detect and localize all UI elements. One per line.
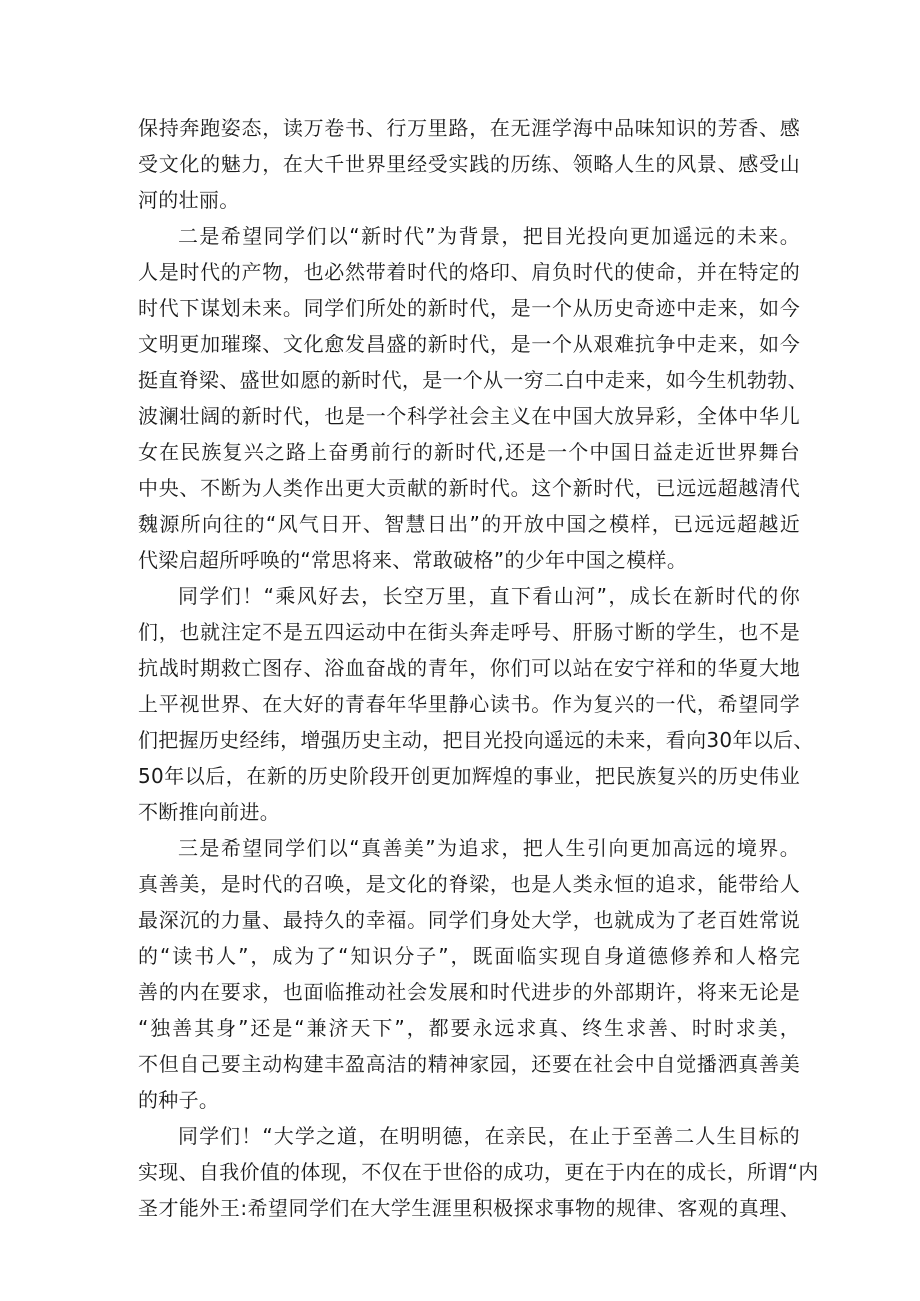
body-text (138, 110, 819, 1226)
paragraph-line: 不但自己要主动构建丰盈高洁的精神家园，还要在社会中自觉播洒真善美 (138, 1052, 800, 1076)
paragraph-line: 中央、不断为人类作出更大贡献的新时代。这个新时代，已远远超越清代 (138, 476, 800, 500)
paragraph-line: 不断推向前进。 (138, 800, 281, 824)
paragraph-line: 实现、自我价值的体现，不仅在于世俗的成功，更在于内在的成长，所谓“内 (138, 1160, 819, 1184)
paragraph-line: 真善美，是时代的召唤，是文化的脊梁，也是人类永恒的追求，能带给人 (138, 872, 800, 896)
paragraph-line: 三是希望同学们以“真善美”为追求，把人生引向更加高远的境界。 (178, 836, 800, 860)
paragraph-line: 50年以后，在新的历史阶段开创更加辉煌的事业，把民族复兴的历史伟业 (138, 764, 800, 788)
paragraph-line: 代梁启超所呼唤的“常思将来、常敢破格”的少年中国之模样。 (138, 548, 688, 572)
paragraph-line: 河的壮丽。 (138, 188, 240, 212)
paragraph-line: 的种子。 (138, 1088, 220, 1112)
paragraph-line: 上平视世界、在大好的青春年华里静心读书。作为复兴的一代，希望同学 (138, 692, 800, 716)
paragraph-line: 同学们！“大学之道，在明明德，在亲民，在止于至善二人生目标的 (178, 1124, 800, 1148)
paragraph-line: 人是时代的产物，也必然带着时代的烙印、肩负时代的使命，并在特定的 (138, 260, 800, 284)
paragraph-line: 女在民族复兴之路上奋勇前行的新时代,还是一个中国日益走近世界舞台 (138, 440, 800, 464)
paragraph-line: 波澜壮阔的新时代，也是一个科学社会主义在中国大放异彩，全体中华儿 (138, 404, 800, 428)
paragraph-line: 同学们！“乘风好去，长空万里，直下看山河”，成长在新时代的你 (178, 584, 800, 608)
paragraph-line: 抗战时期救亡图存、浴血奋战的青年，你们可以站在安宁祥和的华夏大地 (138, 656, 800, 680)
paragraph-line: 保持奔跑姿态，读万卷书、行万里路，在无涯学海中品味知识的芳香、感 (138, 116, 800, 140)
paragraph-line: 时代下谋划未来。同学们所处的新时代，是一个从历史奇迹中走来，如今 (138, 296, 800, 320)
paragraph-line: 二是希望同学们以“新时代”为背景，把目光投向更加遥远的未来。 (178, 224, 800, 248)
paragraph-line: 们把握历史经纬，增强历史主动，把目光投向遥远的未来，看向30年以后、 (138, 728, 814, 752)
paragraph-line: 挺直脊梁、盛世如愿的新时代，是一个从一穷二白中走来，如今生机勃勃、 (138, 368, 808, 392)
paragraph-line: 圣才能外王:希望同学们在大学生涯里积极探求事物的规律、客观的真理、 (138, 1196, 800, 1220)
paragraph-line: 善的内在要求，也面临推动社会发展和时代进步的外部期许，将来无论是 (138, 980, 800, 1004)
paragraph-line: “独善其身”还是“兼济天下”，都要永远求真、终生求善、时时求美， (138, 1016, 800, 1040)
paragraph-line: 的“读书人”，成为了“知识分子”，既面临实现自身道德修养和人格完 (138, 944, 800, 968)
paragraph-line: 文明更加璀璨、文化愈发昌盛的新时代，是一个从艰难抗争中走来，如今 (138, 332, 800, 356)
paragraph-line: 们，也就注定不是五四运动中在街头奔走呼号、肝肠寸断的学生，也不是 (138, 620, 800, 644)
paragraph-line: 魏源所向往的“风气日开、智慧日出”的开放中国之模样，已远远超越近 (138, 512, 800, 536)
paragraph-line: 最深沉的力量、最持久的幸福。同学们身处大学，也就成为了老百姓常说 (138, 908, 800, 932)
paragraph-line: 受文化的魅力，在大千世界里经受实践的历练、领略人生的风景、感受山 (138, 152, 800, 176)
